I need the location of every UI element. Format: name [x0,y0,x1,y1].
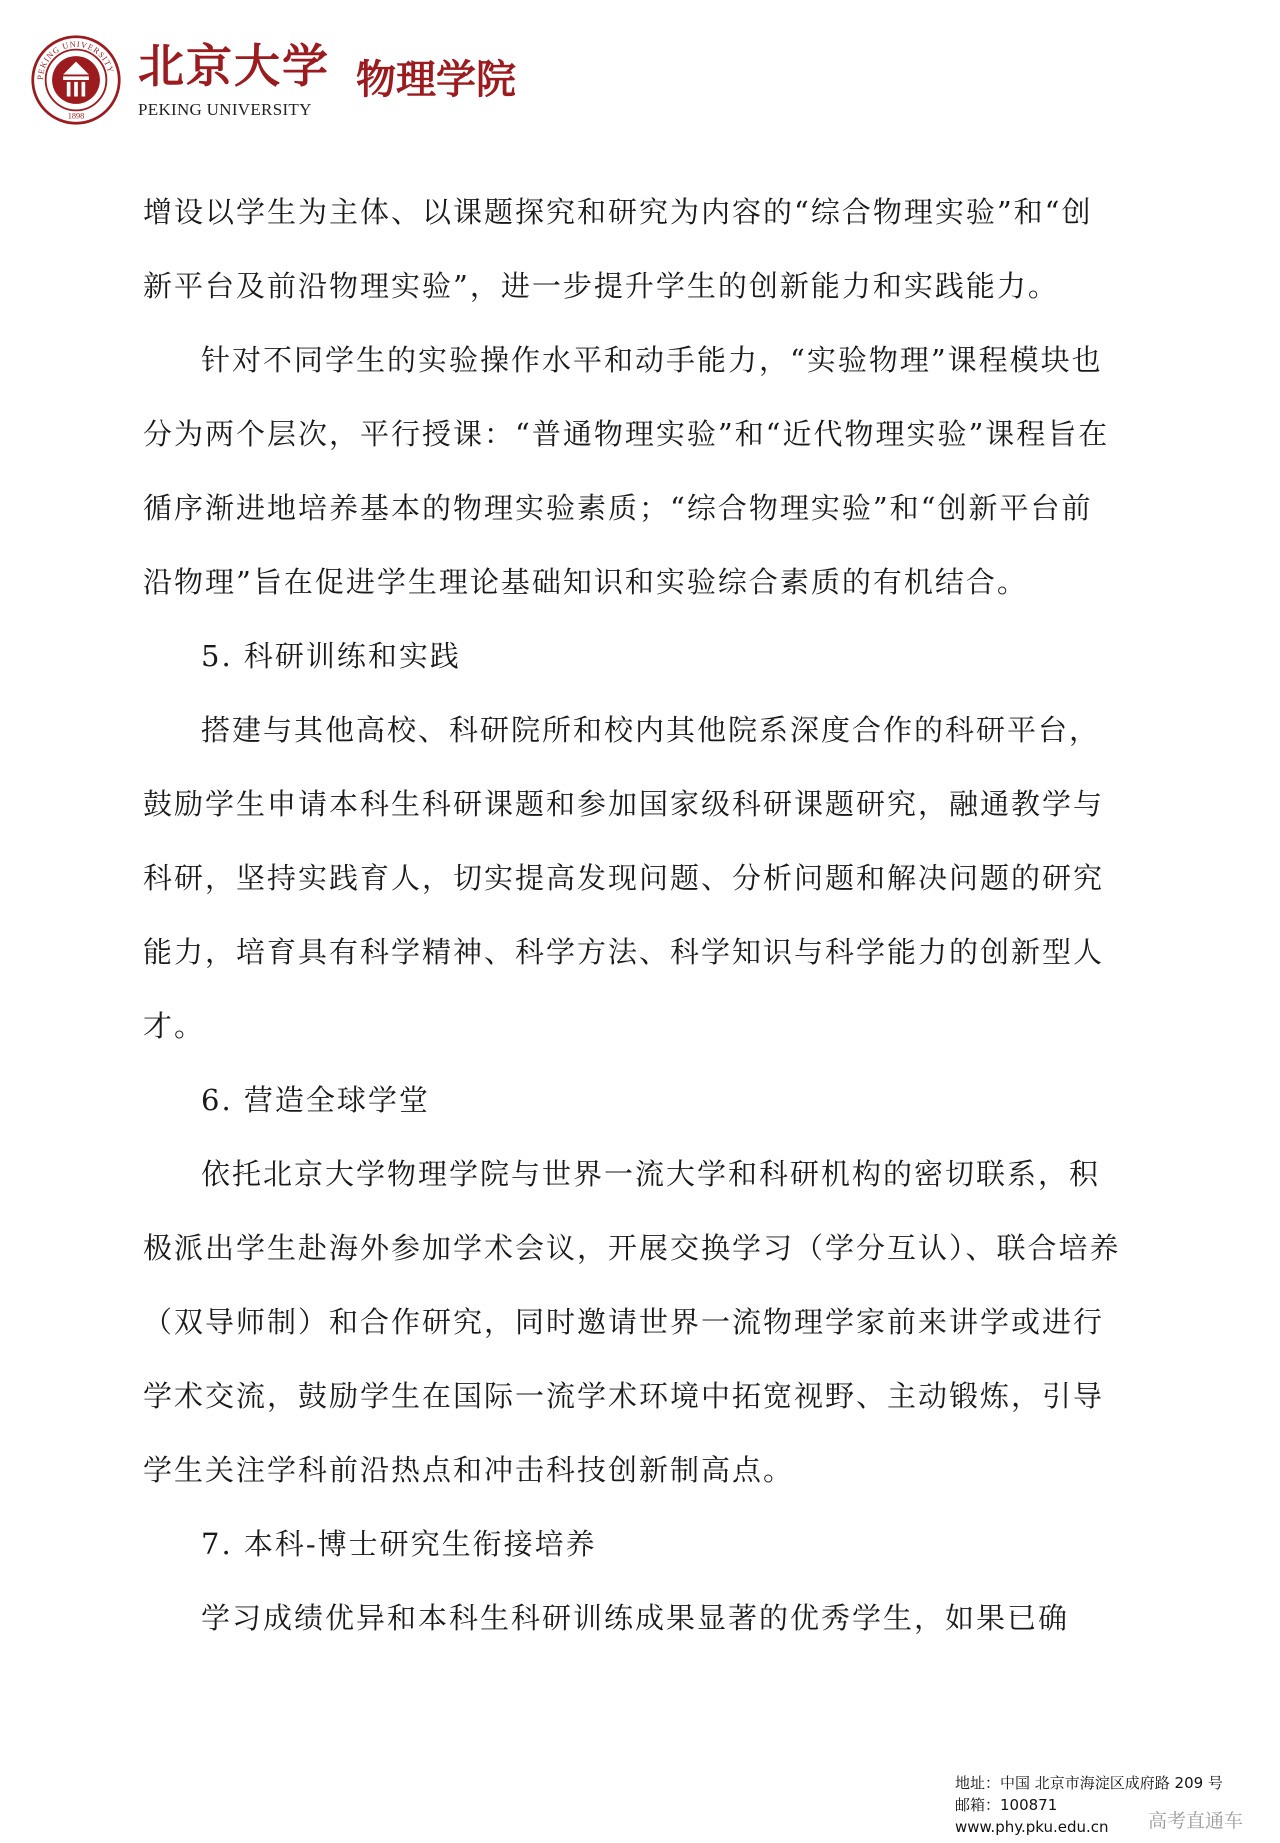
letterhead [0,0,1280,130]
university-name-en: PEKING UNIVERSITY [138,100,312,119]
section-heading: 5. 科研训练和实践 [201,639,461,673]
paragraph: 针对不同学生的实验操作水平和动手能力，“实验物理”课程模块也分为两个层次，平行授课：“普通物理实验”和“近代物理实验”课程旨在循序渐进地培养基本的物理实验素质；“综合物理实验”和“创新平台前沿物理”旨在促进学生理论基础知识和实验综合素质的有机结合。 [143,343,1110,599]
university-seal-icon [30,34,122,126]
paragraph: 学习成绩优异和本科生科研训练成果显著的优秀学生，如果已确 [201,1601,1070,1635]
footer-postcode: 邮箱：100871 [955,1796,1058,1814]
seal-text: PEKING UNIVERSITY [35,39,116,81]
seal-year: 1898 [67,111,85,121]
paragraph: 搭建与其他高校、科研院所和校内其他院系深度合作的科研平台，鼓励学生申请本科生科研课题和参加国家级科研课题研究，融通教学与科研，坚持实践育人，切实提高发现问题、分析问题和解决问题的研究能力，培育具有科学精神、科学方法、科学知识与科学能力的创新型人才。 [143,713,1105,1043]
watermark: 高考直通车 [1148,1810,1244,1832]
section-heading: 6. 营造全球学堂 [201,1083,430,1117]
university-name-cn: 北京大学 [138,39,330,93]
footer-address: 地址：中国 北京市海淀区成府路 209 号 [955,1774,1223,1792]
footer-website: www.phy.pku.edu.cn [955,1818,1109,1836]
document-body [143,175,1123,1655]
section-heading: 7. 本科-博士研究生衔接培养 [201,1527,597,1561]
paragraph: 增设以学生为主体、以课题探究和研究为内容的“综合物理实验”和“创新平台及前沿物理实验”，进一步提升学生的创新能力和实践能力。 [143,195,1093,303]
department-name: 物理学院 [356,57,516,103]
paragraph: 依托北京大学物理学院与世界一流大学和科研机构的密切联系，积极派出学生赴海外参加学术会议，开展交换学习（学分互认）、联合培养（双导师制）和合作研究，同时邀请世界一流物理学家前来讲学或进行学术交流，鼓励学生在国际一流学术环境中拓宽视野、主动锻炼，引导学生关注学科前沿热点和冲击科技创新制高点。 [143,1157,1121,1487]
